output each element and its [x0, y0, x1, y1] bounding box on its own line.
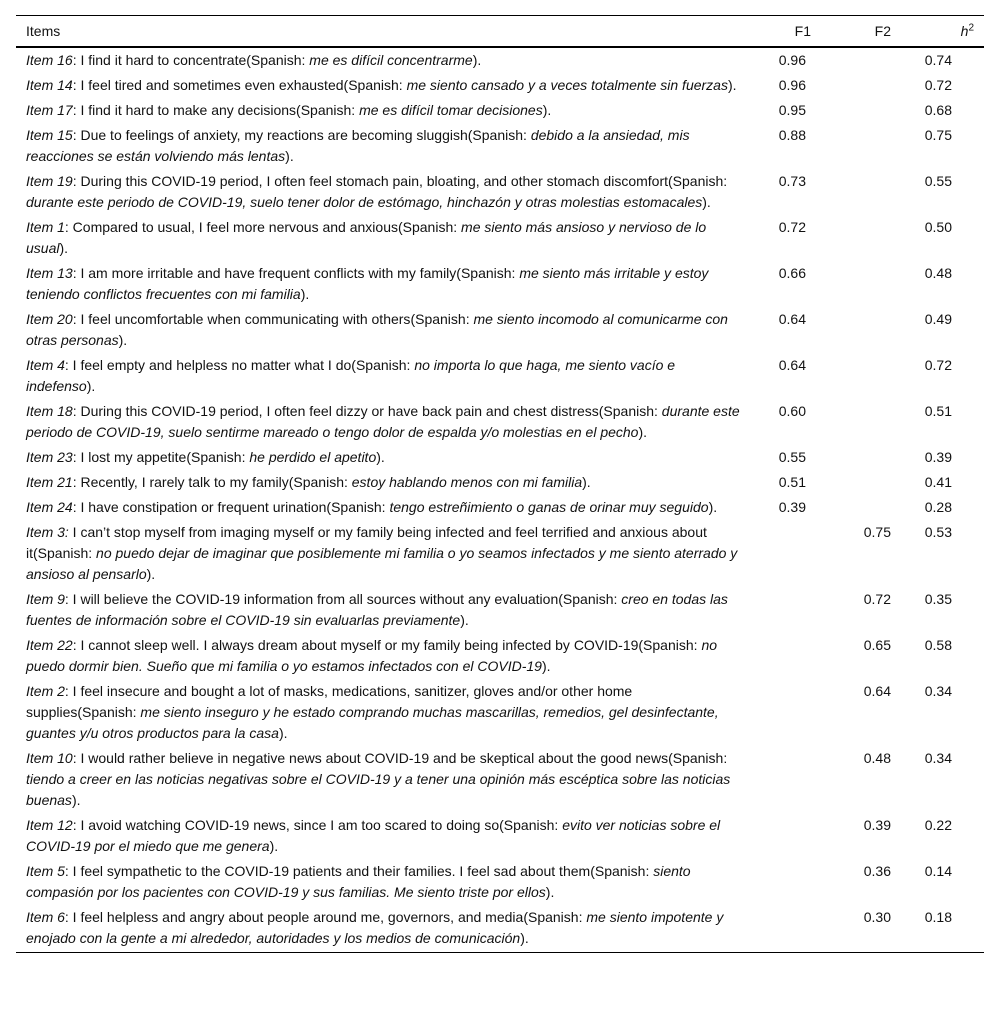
communality-h2: 0.53 [924, 524, 952, 540]
item-description: Item 16: I find it hard to concentrate(Spanish: me es difícil concentrarme). [26, 52, 482, 68]
communality-h2: 0.22 [924, 817, 952, 833]
item-spanish-text: me siento inseguro y he estado comprando muchas mascarillas, remedios, gel desinfectante, guantes y/u otros productos para la casa [26, 704, 719, 741]
table-row [16, 445, 984, 470]
loading-f1: 0.88 [778, 127, 806, 143]
loading-f1: 0.96 [778, 52, 806, 68]
table-row [16, 495, 984, 520]
item-english-text: : I feel uncomfortable when communicating with others [72, 311, 411, 327]
item-english-text: : I feel helpless and angry about people around me, governors, and media [64, 909, 524, 925]
item-id: Item 6 [26, 909, 65, 925]
table-row [16, 746, 984, 813]
communality-h2: 0.34 [924, 750, 952, 766]
item-spanish-text: me siento más irritable y estoy teniendo conflictos frecuentes con mi familia [26, 265, 709, 302]
loading-f1: 0.72 [778, 219, 806, 235]
item-id: Item 9 [26, 591, 65, 607]
item-spanish-text: creo en todas las fuentes de información sobre el COVID-19 sin evaluarlas previamente [26, 591, 728, 628]
item-spanish-text: me es difícil concentrarme [309, 52, 473, 68]
loading-f2 [821, 169, 901, 215]
table-row [16, 307, 984, 353]
loading-f2 [821, 353, 901, 399]
loading-f1 [751, 813, 821, 859]
loading-f1: 0.51 [778, 474, 806, 490]
communality-h2: 0.39 [924, 449, 952, 465]
item-id: Item 12 [26, 817, 73, 833]
loading-f2: 0.72 [863, 591, 891, 607]
item-spanish-text: durante este periodo de COVID-19, suelo tener dolor de estómago, hinchazón y otras molestias estomacales [26, 194, 703, 210]
loading-f2 [821, 73, 901, 98]
item-id: Item 23 [26, 449, 73, 465]
item-english-text: : I feel tired and sometimes even exhausted [72, 77, 344, 93]
loading-f2 [821, 261, 901, 307]
communality-h2: 0.14 [924, 863, 952, 879]
communality-h2: 0.28 [924, 499, 952, 515]
item-description: Item 1: Compared to usual, I feel more nervous and anxious(Spanish: me siento más ansioso y nervioso de lo usual). [26, 219, 707, 256]
communality-h2: 0.50 [924, 219, 952, 235]
communality-h2: 0.41 [924, 474, 952, 490]
item-id: Item 18 [26, 403, 73, 419]
item-spanish-text: tiendo a creer en las noticias negativas sobre el COVID-19 y a tener una opinión más escéptica sobre las noticias buenas [26, 771, 731, 808]
loading-f2: 0.30 [821, 905, 901, 953]
loading-f2 [821, 98, 901, 123]
communality-h2: 0.75 [924, 127, 952, 143]
loading-f1: 0.64 [778, 357, 806, 373]
item-english-text: : I lost my appetite [72, 449, 187, 465]
item-english-text: : I avoid watching COVID-19 news, since I am too scared to doing so [72, 817, 500, 833]
item-english-text: : During this COVID-19 period, I often feel dizzy or have back pain and chest distress [72, 403, 599, 419]
loading-f2 [821, 123, 901, 169]
item-description: Item 5: I feel sympathetic to the COVID-19 patients and their families. I feel sad about them(Spanish: siento compasión por los pacientes con COVID-19 y sus familias. Me siento triste por ellos). [26, 863, 691, 900]
item-spanish-text: me siento cansado y a veces totalmente sin fuerzas [406, 77, 728, 93]
item-english-text: : I am more irritable and have frequent conflicts with my family [72, 265, 457, 281]
item-id: Item 21 [26, 474, 73, 490]
communality-h2: 0.72 [924, 357, 952, 373]
item-english-text: : I will believe the COVID-19 information from all sources without any evaluation [64, 591, 559, 607]
item-spanish-text: tengo estreñimiento o ganas de orinar muy seguido [389, 499, 709, 515]
item-description: Item 24: I have constipation or frequent urination(Spanish: tengo estreñimiento o ganas de orinar muy seguido). [26, 499, 718, 515]
communality-h2: 0.49 [924, 311, 952, 327]
header-h2-letter: h [960, 23, 969, 39]
loading-f1: 0.55 [778, 449, 806, 465]
item-description: Item 9: I will believe the COVID-19 information from all sources without any evaluation(Spanish: creo en todas las fuentes de información sobre el COVID-19 sin evaluarlas previamente). [26, 591, 728, 628]
header-row [16, 16, 984, 48]
loading-f2 [821, 495, 901, 520]
communality-h2: 0.18 [901, 905, 984, 953]
header-f2: F2 [821, 16, 901, 48]
loading-f2: 0.65 [863, 637, 891, 653]
item-description: Item 21: Recently, I rarely talk to my family(Spanish: estoy hablando menos con mi familia). [26, 474, 591, 490]
loading-f2 [821, 399, 901, 445]
item-description: Item 4: I feel empty and helpless no matter what I do(Spanish: no importa lo que haga, me siento vacío e indefenso). [26, 357, 676, 394]
item-id: Item 14 [26, 77, 73, 93]
loading-f2: 0.39 [863, 817, 891, 833]
loading-f1: 0.60 [778, 403, 806, 419]
communality-h2: 0.72 [924, 77, 952, 93]
loading-f2 [821, 215, 901, 261]
item-id: Item 2 [26, 683, 65, 699]
item-english-text: : Recently, I rarely talk to my family [72, 474, 289, 490]
item-id: Item 24 [26, 499, 73, 515]
table-row [16, 123, 984, 169]
item-id: Item 3: [26, 524, 69, 540]
item-description: Item 12: I avoid watching COVID-19 news, since I am too scared to doing so(Spanish: evito ver noticias sobre el COVID-19 por el miedo que me genera). [26, 817, 721, 854]
loading-f1 [751, 859, 821, 905]
loading-f2: 0.75 [863, 524, 891, 540]
item-english-text: : During this COVID-19 period, I often feel stomach pain, bloating, and other stomach discomfort [72, 173, 669, 189]
item-english-text: : I feel insecure and bought a lot of masks, medications, sanitizer, gloves and/or other home supplies [26, 683, 633, 720]
loading-f2 [821, 47, 901, 73]
table-row [16, 520, 984, 587]
item-spanish-text: me siento más ansioso y nervioso de lo usual [26, 219, 707, 256]
item-spanish-text: me es difícil tomar decisiones [359, 102, 543, 118]
item-description: Item 3: I can’t stop myself from imaging myself or my family being infected and feel terrified and anxious about it(Spanish: no puedo dejar de imaginar que posiblemente mi familia o yo seamos infectados y me siento aterrado y ansioso al pensarlo). [26, 524, 738, 582]
table-row [16, 859, 984, 905]
loading-f1 [751, 746, 821, 813]
communality-h2: 0.34 [924, 683, 952, 699]
item-spanish-text: siento compasión por los pacientes con COVID-19 y sus familias. Me siento triste por ellos [26, 863, 691, 900]
loading-f2 [821, 445, 901, 470]
communality-h2: 0.48 [924, 265, 952, 281]
table-row [16, 353, 984, 399]
communality-h2: 0.58 [924, 637, 952, 653]
table-row [16, 98, 984, 123]
communality-h2: 0.35 [924, 591, 952, 607]
item-description: Item 17: I find it hard to make any decisions(Spanish: me es difícil tomar decisiones). [26, 102, 552, 118]
item-description: Item 18: During this COVID-19 period, I often feel dizzy or have back pain and chest distress(Spanish: durante este periodo de COVID-19, suelo sentirme mareado o tengo dolor de espalda y/o molestias en el pecho). [26, 403, 740, 440]
table-row [16, 169, 984, 215]
loading-f2: 0.48 [863, 750, 891, 766]
loading-f1 [751, 587, 821, 633]
header-h2-superscript: 2 [968, 22, 974, 34]
loading-f1: 0.73 [778, 173, 806, 189]
item-id: Item 15 [26, 127, 73, 143]
item-spanish-text: evito ver noticias sobre el COVID-19 por el miedo que me genera [26, 817, 721, 854]
header-f1: F1 [751, 16, 821, 48]
item-spanish-text: no puedo dejar de imaginar que posiblemente mi familia o yo seamos infectados y me siento aterrado y ansioso al pensarlo [26, 545, 738, 582]
item-description: Item 20: I feel uncomfortable when communicating with others(Spanish: me siento incomodo al comunicarme con otras personas). [26, 311, 728, 348]
item-description: Item 13: I am more irritable and have frequent conflicts with my family(Spanish: me siento más irritable y estoy teniendo conflictos frecuentes con mi familia). [26, 265, 709, 302]
item-spanish-text: me siento impotente y enojado con la gente a mi alrededor, autoridades y los medios de comunicación [26, 909, 724, 946]
item-id: Item 19 [26, 173, 73, 189]
loading-f1 [751, 633, 821, 679]
item-id: Item 22 [26, 637, 73, 653]
item-spanish-text: no puedo dormir bien. Sueño que mi familia o yo estamos infectados con el COVID-19 [26, 637, 718, 674]
item-id: Item 1 [26, 219, 65, 235]
loading-f1: 0.66 [778, 265, 806, 281]
table-row [16, 47, 984, 73]
table-body [16, 47, 984, 953]
item-description: Item 22: I cannot sleep well. I always dream about myself or my family being infected by COVID-19(Spanish: no puedo dormir bien. Sueño que mi familia o yo estamos infectados con el COVID-19). [26, 637, 718, 674]
table-row [16, 470, 984, 495]
loading-f1 [751, 905, 821, 953]
item-english-text: : Due to feelings of anxiety, my reactions are becoming sluggish [72, 127, 468, 143]
item-description: Item 15: Due to feelings of anxiety, my reactions are becoming sluggish(Spanish: debido a la ansiedad, mis reacciones se están volviendo más lentas). [26, 127, 690, 164]
item-english-text: : I would rather believe in negative news about COVID-19 and be skeptical about the good news [72, 750, 669, 766]
loading-f2: 0.36 [863, 863, 891, 879]
header-items: Items [16, 16, 751, 48]
item-english-text: : I feel sympathetic to the COVID-19 patients and their families. I feel sad about them [64, 863, 591, 879]
item-english-text: : Compared to usual, I feel more nervous and anxious [64, 219, 398, 235]
table-row [16, 587, 984, 633]
item-english-text: : I have constipation or frequent urination [72, 499, 327, 515]
header-h2 [901, 16, 984, 48]
item-spanish-text: he perdido el apetito [249, 449, 377, 465]
item-spanish-text: estoy hablando menos con mi familia [351, 474, 583, 490]
communality-h2: 0.74 [924, 52, 952, 68]
table-row [16, 73, 984, 98]
item-spanish-text: no importa lo que haga, me siento vacío e indefenso [26, 357, 676, 394]
table-row [16, 261, 984, 307]
table-row [16, 633, 984, 679]
loading-f1: 0.96 [778, 77, 806, 93]
item-id: Item 20 [26, 311, 73, 327]
item-spanish-text: debido a la ansiedad, mis reacciones se están volviendo más lentas [26, 127, 690, 164]
item-spanish-text: me siento incomodo al comunicarme con otras personas [26, 311, 728, 348]
item-id: Item 17 [26, 102, 73, 118]
item-description: Item 19: During this COVID-19 period, I often feel stomach pain, bloating, and other stomach discomfort(Spanish: durante este periodo de COVID-19, suelo tener dolor de estómago, hinchazón y otras molestias estomacales). [26, 173, 728, 210]
factor-loading-table-container [16, 15, 984, 953]
item-description: Item 2: I feel insecure and bought a lot of masks, medications, sanitizer, gloves and/or other home supplies(Spanish: me siento inseguro y he estado comprando muchas mascarillas, remedios, gel desinfectante, guantes y/u otros productos para la casa). [26, 683, 719, 741]
communality-h2: 0.55 [924, 173, 952, 189]
table-row [16, 399, 984, 445]
item-english-text: I can’t stop myself from imaging myself or my family being infected and feel terrified and anxious about it [26, 524, 707, 561]
loading-f2: 0.64 [863, 683, 891, 699]
item-english-text: : I cannot sleep well. I always dream about myself or my family being infected by COVID-19 [72, 637, 639, 653]
item-english-text: : I feel empty and helpless no matter what I do [64, 357, 352, 373]
table-header [16, 16, 984, 48]
item-english-text: : I find it hard to concentrate [72, 52, 247, 68]
loading-f1: 0.39 [778, 499, 806, 515]
loading-f1: 0.95 [778, 102, 806, 118]
loading-f1 [751, 679, 821, 746]
table-row [16, 679, 984, 746]
communality-h2: 0.68 [924, 102, 952, 118]
item-id: Item 13 [26, 265, 73, 281]
item-description: Item 6: I feel helpless and angry about people around me, governors, and media(Spanish: me siento impotente y enojado con la gente a mi alrededor, autoridades y los medios de comunicación). [16, 905, 751, 953]
item-spanish-text: durante este periodo de COVID-19, suelo sentirme mareado o tengo dolor de espalda y/o molestias en el pecho [26, 403, 740, 440]
factor-loading-table [16, 15, 984, 953]
loading-f2 [821, 470, 901, 495]
loading-f1 [751, 520, 821, 587]
item-description: Item 10: I would rather believe in negative news about COVID-19 and be skeptical about the good news(Spanish: tiendo a creer en las noticias negativas sobre el COVID-19 y a tener una opinión más escéptica sobre las noticias buenas). [26, 750, 731, 808]
item-english-text: : I find it hard to make any decisions [72, 102, 297, 118]
item-id: Item 4 [26, 357, 65, 373]
table-row [16, 215, 984, 261]
item-description: Item 14: I feel tired and sometimes even exhausted(Spanish: me siento cansado y a veces totalmente sin fuerzas). [26, 77, 737, 93]
table-row [16, 905, 984, 953]
loading-f1: 0.64 [778, 311, 806, 327]
item-id: Item 16 [26, 52, 73, 68]
item-id: Item 10 [26, 750, 73, 766]
communality-h2: 0.51 [924, 403, 952, 419]
table-row [16, 813, 984, 859]
item-id: Item 5 [26, 863, 65, 879]
loading-f2 [821, 307, 901, 353]
item-description: Item 23: I lost my appetite(Spanish: he perdido el apetito). [26, 449, 385, 465]
